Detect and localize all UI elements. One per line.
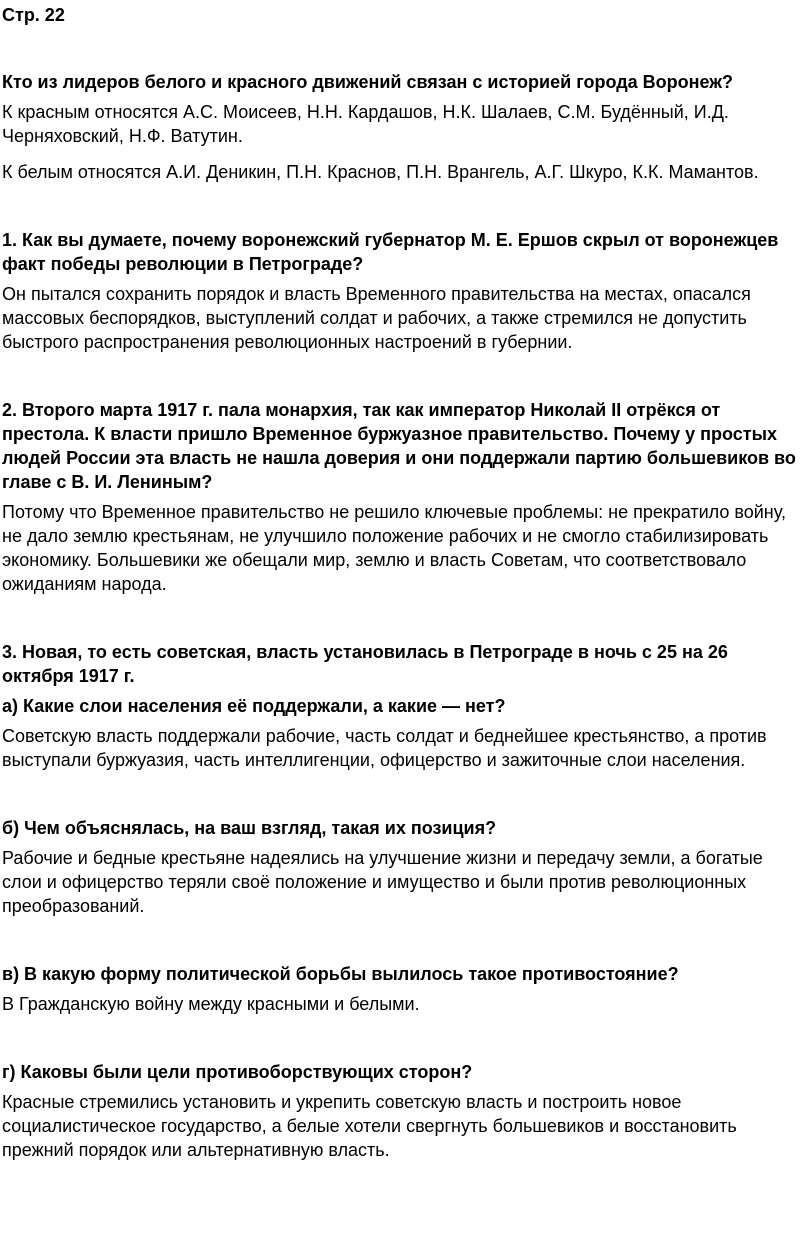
- answer-1: Он пытался сохранить порядок и власть Временного правительства на местах, опасался массовых беспорядков, выступлений солдат и рабочих, а также стремился не допустить быстрого распространения революционных настроений в губернии.: [2, 284, 751, 352]
- page-number: Стр. 22: [2, 5, 65, 25]
- question-1-section: [2, 228, 796, 354]
- question-2: 2. Второго марта 1917 г. пала монархия, так как император Николай II отрёкся от престола. К власти пришло Временное буржуазное правительство. Почему у простых людей России эта власть не нашла доверия и они поддержали партию большевиков во главе с В. И. Лениным?: [2, 400, 796, 492]
- answer-2: Потому что Временное правительство не решило ключевые проблемы: не прекратило войну, не дало землю крестьянам, не улучшило положение рабочих и не смогло стабилизировать экономику. Большевики же обещали мир, землю и власть Советам, что соответствовало ожиданиям народа.: [2, 502, 786, 594]
- question-3b: б) Чем объяснялась, на ваш взгляд, такая их позиция?: [2, 818, 497, 838]
- intro-question: Кто из лидеров белого и красного движений связан с историей города Воронеж?: [2, 72, 734, 92]
- intro-answer-red: К красным относятся А.С. Моисеев, Н.Н. Кардашов, Н.К. Шалаев, С.М. Будённый, И.Д. Черняховский, Н.Ф. Ватутин.: [2, 102, 729, 146]
- answer-3g: Красные стремились установить и укрепить советскую власть и построить новое социалистическое государство, а белые хотели свергнуть большевиков и восстановить прежний порядок или альтернативную власть.: [2, 1092, 737, 1160]
- answer-3b: Рабочие и бедные крестьяне надеялись на улучшение жизни и передачу земли, а богатые слои и офицерство теряли своё положение и имущество и были против революционных преобразований.: [2, 848, 763, 916]
- question-3g: г) Каковы были цели противоборствующих сторон?: [2, 1062, 473, 1082]
- question-1: 1. Как вы думаете, почему воронежский губернатор М. Е. Ершов скрыл от воронежцев факт победы революции в Петрограде?: [2, 230, 779, 274]
- question-2-section: [2, 398, 796, 596]
- answer-3a: Советскую власть поддержали рабочие, часть солдат и беднейшее крестьянство, а против выступали буржуазия, часть интеллигенции, офицерство и зажиточные слои населения.: [2, 726, 767, 770]
- intro-section: [2, 70, 796, 184]
- answer-3v: В Гражданскую войну между красными и белыми.: [2, 994, 420, 1014]
- intro-answer-white: К белым относятся А.И. Деникин, П.Н. Краснов, П.Н. Врангель, А.Г. Шкуро, К.К. Мамантов.: [2, 162, 759, 182]
- question-3-section: [2, 640, 796, 1162]
- question-3: 3. Новая, то есть советская, власть установилась в Петрограде в ночь с 25 на 26 октября 1917 г.: [2, 642, 728, 686]
- question-3v: в) В какую форму политической борьбы вылилось такое противостояние?: [2, 964, 679, 984]
- question-3a: а) Какие слои населения её поддержали, а какие — нет?: [2, 696, 506, 716]
